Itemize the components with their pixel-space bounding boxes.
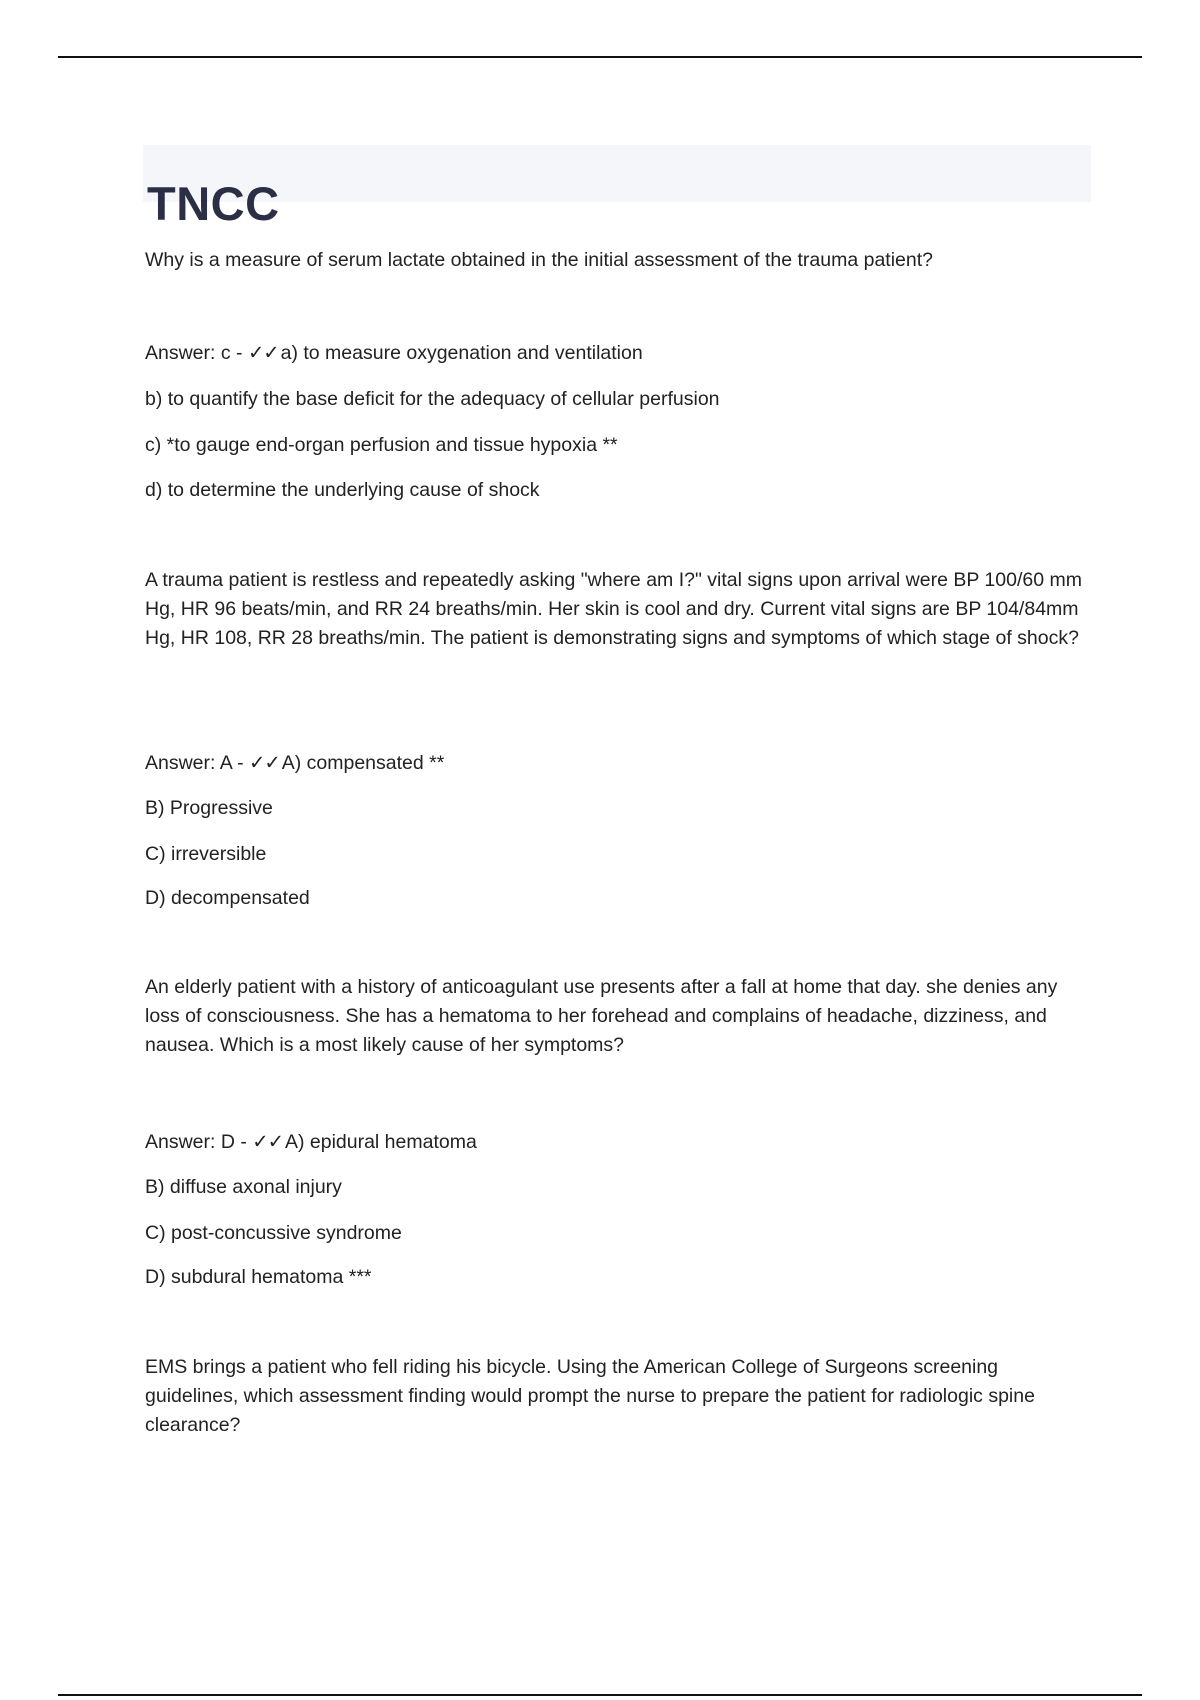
question-3: An elderly patient with a history of anticoagulant use presents after a fall at home that day. she denies any loss of consciousness. She has a hematoma to her forehead and complains of headache, dizziness, and nausea. Which is a most likely cause of her symptoms? bbox=[145, 976, 1058, 1056]
answer-2-option-c: C) irreversible bbox=[145, 843, 267, 865]
answer-3-prefix: Answer: D - bbox=[145, 1131, 253, 1153]
answer-1-option-a: a) to measure oxygenation and ventilation bbox=[280, 342, 643, 364]
answer-3-line bbox=[145, 1128, 1085, 1157]
title-band bbox=[143, 145, 1091, 202]
question-4: EMS brings a patient who fell riding his bicycle. Using the American College of Surgeons screening guidelines, which assessment finding would prompt the nurse to prepare the patient for radiologic spine clearance? bbox=[145, 1356, 1035, 1436]
answer-3-option-b: B) diffuse axonal injury bbox=[145, 1176, 342, 1198]
answer-1-option-b: b) to quantify the base deficit for the adequacy of cellular perfusion bbox=[145, 388, 720, 410]
question-1: Why is a measure of serum lactate obtained in the initial assessment of the trauma patient? bbox=[145, 249, 933, 271]
answer-3-option-d: D) subdural hematoma *** bbox=[145, 1266, 372, 1288]
answer-1-line bbox=[145, 339, 1085, 368]
top-rule bbox=[58, 56, 1142, 58]
document-title: TNCC bbox=[147, 177, 280, 231]
answer-1-option-c: c) *to gauge end-organ perfusion and tissue hypoxia ** bbox=[145, 434, 618, 456]
answer-2-line bbox=[145, 749, 1085, 778]
answer-1-option-d: d) to determine the underlying cause of shock bbox=[145, 479, 540, 501]
checkmark-icon: ✓✓ bbox=[249, 752, 280, 774]
answer-3-option-c: C) post-concussive syndrome bbox=[145, 1222, 402, 1244]
answer-2-option-a: A) compensated ** bbox=[281, 752, 445, 774]
answer-3-option-a: A) epidural hematoma bbox=[284, 1131, 477, 1153]
answer-2-option-b: B) Progressive bbox=[145, 797, 273, 819]
answer-2-option-d: D) decompensated bbox=[145, 887, 310, 909]
bottom-rule bbox=[58, 1694, 1142, 1696]
answer-1-prefix: Answer: c - bbox=[145, 342, 248, 364]
checkmark-icon: ✓✓ bbox=[252, 1131, 283, 1153]
checkmark-icon: ✓✓ bbox=[247, 342, 279, 364]
answer-2-prefix: Answer: A - bbox=[145, 752, 250, 774]
question-2: A trauma patient is restless and repeatedly asking "where am I?" vital signs upon arrival were BP 100/60 mm Hg, HR 96 beats/min, and RR 24 breaths/min. Her skin is cool and dry. Current vital signs are BP 104/84mm Hg, HR 108, RR 28 breaths/min. The patient is demonstrating signs and symptoms of which stage of shock? bbox=[145, 569, 1082, 649]
